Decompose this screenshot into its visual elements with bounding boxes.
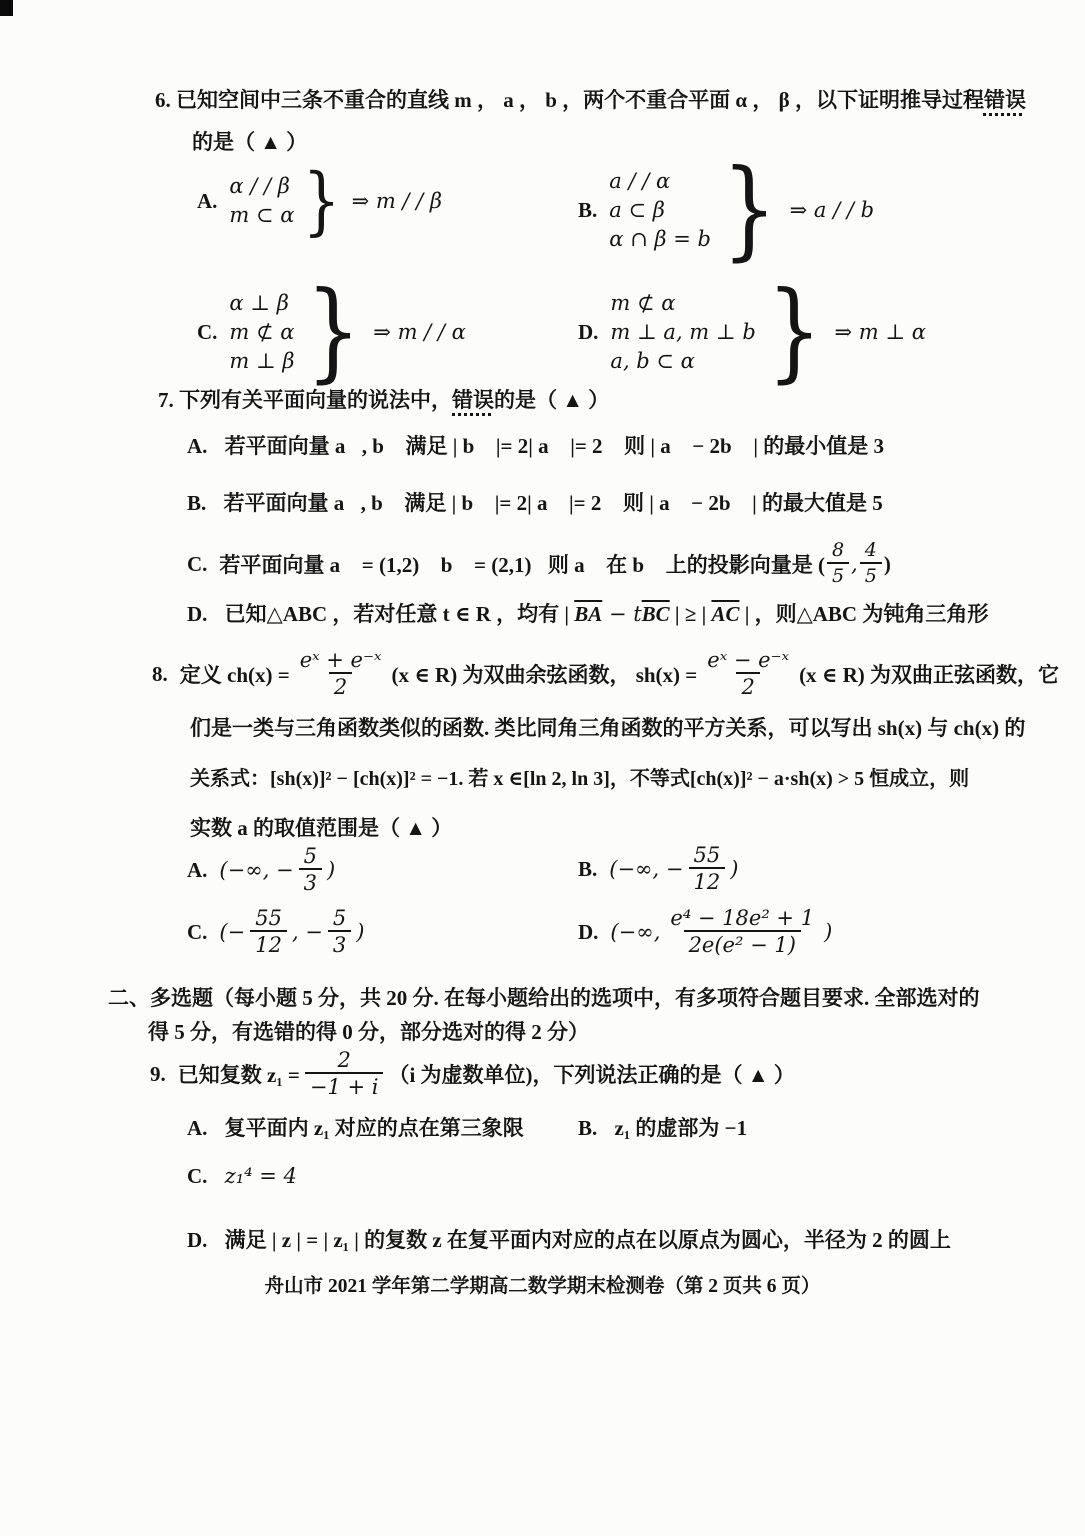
q8-option-b [578, 840, 738, 898]
fraction-sinh: $\frac{\text{eˣ − e⁻ˣ}}{2}$ [707, 647, 790, 699]
q7-option-c-post: ) [883, 551, 891, 576]
vector-AC: $\overline{AC}$ [711, 602, 740, 626]
section2-header-line2: 得 5 分，有选错的得 0 分，部分选对的得 2 分） [148, 1020, 589, 1044]
q6-option-c-label: C. [197, 319, 218, 344]
q7-option-c [187, 538, 891, 590]
q6-option-a-label: A. [197, 188, 218, 213]
section2-header-line1: 二、多选题（每小题 5 分，共 20 分. 在每小题给出的选项中，有多项符合题目要求. 全部选对的 [108, 986, 980, 1010]
q9-option-b-text: z₁ 的虚部为 −1 [614, 1116, 748, 1140]
premise: a, b ⊂ α [610, 348, 695, 373]
q7-option-c-pre: 若平面向量 a⃗ = (1,2)， b⃗ = (2,1)，则 a⃗ 在 b⃗ 上的投影向量是 ( [219, 553, 825, 577]
q9-option-d [187, 1224, 951, 1254]
premise: m ⊥ β [229, 348, 295, 373]
q8-option-a-label: A. [187, 857, 208, 882]
q9-option-c [187, 1164, 297, 1189]
q9-option-d-label: D. [187, 1228, 208, 1252]
q7-option-c-label: C. [187, 551, 208, 576]
q9-option-a-text: 复平面内 z₁ 对应的点在第三象限 [224, 1116, 524, 1140]
q8-stem-line2: 们是一类与三角函数类似的函数. 类比同角三角函数的平方关系，可以写出 sh(x) 与 ch(x) 的 [190, 716, 1026, 740]
vector-BA: $\overline{BA}$ [574, 602, 603, 626]
premise: m ⊄ α [610, 290, 676, 315]
q8-stem-line1 [152, 646, 1059, 702]
q6-stem-line2: 的是（ ▲ ） [192, 130, 308, 154]
scan-corner-artifact [0, 0, 13, 16]
premise: α ⊥ β [229, 290, 289, 315]
q8-l1-mid: (x ∈ R) 为双曲余弦函数， sh(x) = [391, 663, 698, 687]
q9-option-b-label: B. [578, 1116, 598, 1140]
q7-option-b-text: 若平面向量 a⃗, b⃗ 满足 | b⃗ |= 2| a⃗ |= 2 ，则 | a⃗ − 2b⃗ | 的最大值是 5 [223, 491, 883, 515]
q6-stem-line1 [155, 84, 1026, 114]
q9-number: 9. [150, 1061, 166, 1086]
q8-option-d [578, 902, 832, 962]
fraction: $\frac{8}{5}$ [827, 540, 849, 588]
system-brace: } [721, 147, 777, 272]
fraction: $\frac{5}{3}$ [328, 906, 351, 958]
system-brace: } [305, 269, 361, 394]
fraction: $\frac{5}{3}$ [299, 844, 322, 896]
fraction: $\frac{4}{5}$ [860, 540, 882, 588]
q8-option-c-label: C. [187, 919, 208, 944]
premise: m ⊥ a, m ⊥ b [610, 319, 756, 344]
q6-option-b [578, 147, 875, 272]
q8-option-c-mid: , − [291, 920, 323, 944]
premise: α ∩ β = b [609, 226, 711, 251]
q8-option-a [187, 844, 335, 896]
q7-option-a-text: 若平面向量 a⃗, b⃗ 满足 | b⃗ |= 2| a⃗ |= 2 ，则 | a⃗ − 2b⃗ | 的最小值是 3 [224, 434, 884, 458]
q9-option-c-label: C. [187, 1164, 208, 1188]
q6-option-b-label: B. [578, 197, 598, 222]
q7-option-b-label: B. [187, 491, 207, 515]
q6-option-a-conclusion: ⇒ m / / β [351, 189, 443, 213]
q9-option-c-text: z₁⁴ = 4 [224, 1164, 297, 1188]
system-brace: } [303, 158, 341, 244]
comma: , [851, 552, 858, 576]
q8-l1-post: (x ∈ R) 为双曲正弦函数，它 [799, 663, 1060, 687]
fraction: $\frac{55}{12}$ [689, 843, 726, 895]
q8-number: 8. [152, 661, 168, 686]
q8-option-b-pre: (−∞, − [609, 857, 684, 881]
q9-option-a-label: A. [187, 1116, 208, 1140]
q6-option-d-premises [610, 289, 755, 376]
premise: a / / α [609, 168, 671, 193]
q6-option-c-premises [229, 289, 294, 376]
q9-option-a [187, 1112, 524, 1142]
q6-option-c-conclusion: ⇒ m / / α [373, 320, 466, 344]
vector-BC: $\overline{BC}$ [641, 602, 670, 626]
q8-option-c-pre: (− [219, 920, 246, 944]
q8-option-d-post: ) [824, 920, 833, 944]
q7-stem-emphasis: 错误 [452, 388, 494, 412]
q6-option-c [197, 269, 466, 394]
q8-stem-line3: 关系式：[sh(x)]² − [ch(x)]² = −1. 若 x ∈[ln 2, ln 3]，不等式[ch(x)]² − a·sh(x) > 5 恒成立，则 [190, 768, 970, 790]
q8-option-c [187, 906, 364, 958]
q7-option-d [187, 598, 988, 628]
q7-option-a-label: A. [187, 434, 208, 458]
q6-stem-text: 已知空间中三条不重合的直线 m ， a ， b ，两个不重合平面 α ， β ，以下证明推导过程 [176, 88, 984, 112]
q7-option-a [187, 430, 884, 460]
q7-stem-text: 下列有关平面向量的说法中， [179, 388, 452, 412]
q8-option-b-post: ) [730, 857, 739, 881]
q7-option-d-label: D. [187, 602, 208, 626]
q8-option-d-label: D. [578, 919, 599, 944]
q6-option-a [197, 158, 443, 244]
q8-option-a-post: ) [327, 858, 336, 882]
q6-option-a-premises [229, 172, 294, 230]
q9-stem [150, 1046, 795, 1102]
premise: m ⊂ α [229, 203, 295, 227]
q7-option-d-pre: 已知△ABC ，若对任意 t ∈ R ，均有 | [224, 602, 575, 626]
q9-option-d-text: 满足 | z | = | z₁ | 的复数 z 在复平面内对应的点在以原点为圆心，半径为 2 的圆上 [224, 1228, 951, 1252]
premise: a ⊂ β [609, 197, 665, 222]
fraction-cosh: $\frac{\text{eˣ + e⁻ˣ}}{2}$ [299, 647, 382, 699]
q9-stem-post: （i 为虚数单位)，下列说法正确的是（ ▲ ） [388, 1063, 795, 1087]
fraction: $\frac{55}{12}$ [250, 906, 287, 958]
premise: m ⊄ α [229, 319, 295, 344]
q6-option-b-premises [609, 167, 711, 254]
q6-option-d-conclusion: ⇒ m ⊥ α [834, 320, 926, 344]
q9-stem-pre: 已知复数 z₁ = [177, 1063, 300, 1087]
q6-option-b-conclusion: ⇒ a / / b [789, 198, 875, 222]
premise: α / / β [229, 174, 290, 198]
q9-option-b [578, 1112, 747, 1142]
q8-option-c-post: ) [356, 920, 365, 944]
q6-option-d-label: D. [578, 319, 599, 344]
q8-option-b-label: B. [578, 856, 598, 881]
q6-number: 6. [155, 88, 171, 112]
fraction: $\frac{\text{e⁴ − 18e² + 1}}{\text{2e(e² − 1)}}$ [670, 905, 815, 957]
page-footer: 舟山市 2021 学年第二学期高二数学期末检测卷（第 2 页共 6 页） [264, 1276, 821, 1297]
q8-stem-line4: 实数 a 的取值范围是（ ▲ ） [190, 816, 453, 840]
fraction-z1: $\frac{2}{-1 + i}$ [305, 1048, 384, 1100]
q8-option-d-pre: (−∞, [610, 920, 661, 944]
q7-option-d-mid2: | ≥ | [669, 602, 712, 626]
system-brace: } [766, 269, 822, 394]
q7-option-d-mid1: − t [602, 602, 642, 626]
q6-option-d [578, 269, 926, 394]
q7-option-b [187, 487, 883, 517]
q7-option-d-post: | ，则△ABC 为钝角三角形 [739, 602, 989, 626]
q7-stem [158, 384, 609, 414]
q8-l1-pre: 定义 ch(x) = [179, 663, 290, 687]
q8-option-a-pre: (−∞, − [219, 858, 294, 882]
q6-stem-emphasis: 错误 [983, 88, 1026, 112]
q7-stem-post: 的是（ ▲ ） [494, 388, 610, 412]
q7-number: 7. [158, 388, 174, 412]
